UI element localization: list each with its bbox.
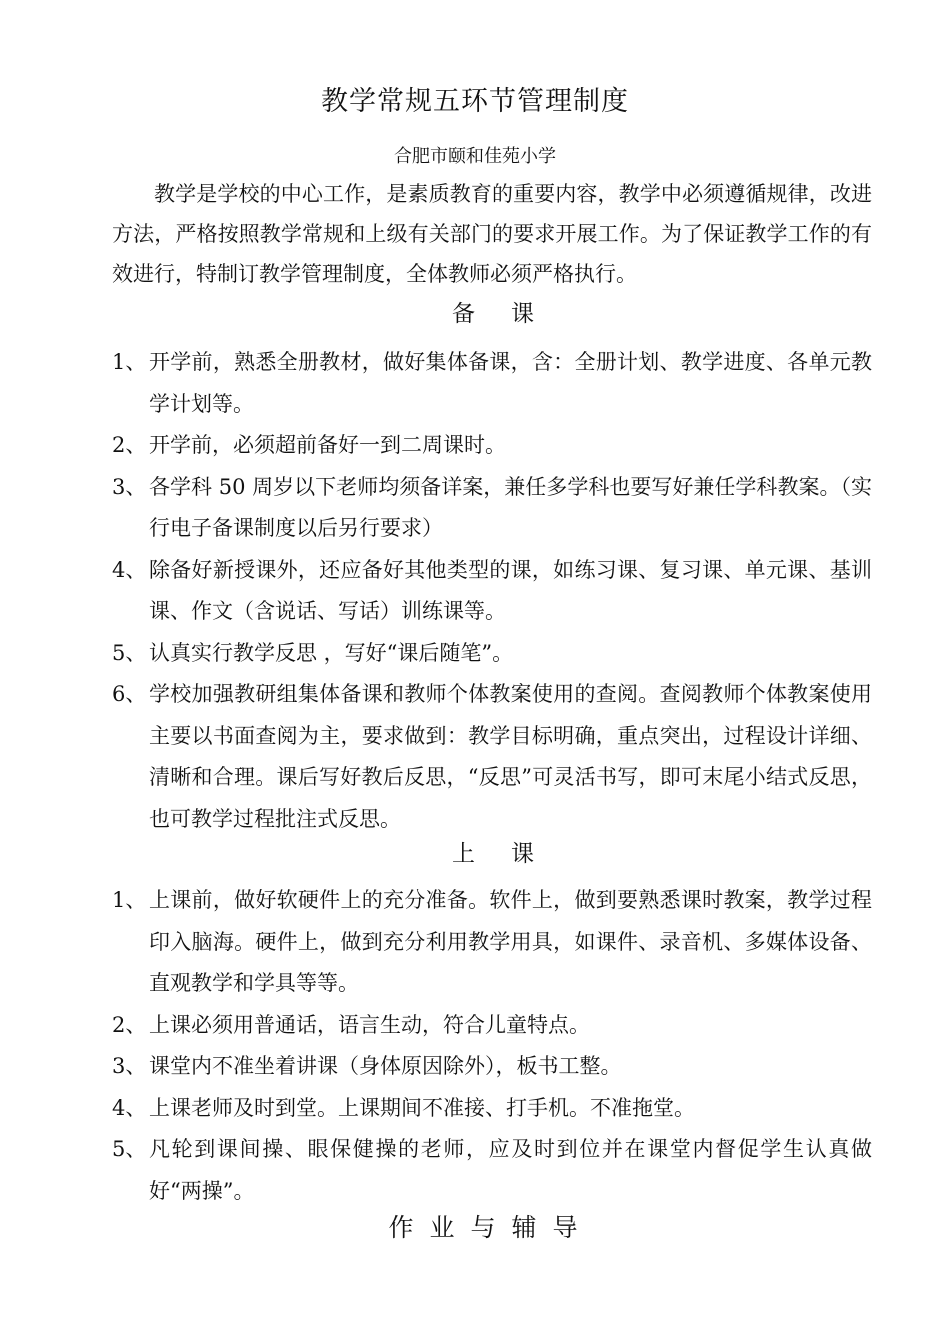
- item-number: 4、: [112, 557, 147, 582]
- item-number: 1、: [112, 350, 147, 374]
- item-text: 除备好新授课外，还应备好其他类型的课，如练习课、复习课、单元课、基训课、作文（含说话、写话）训练课等。: [149, 557, 872, 623]
- list-item: [112, 674, 872, 840]
- lesson-prep-list: [112, 342, 872, 840]
- item-number: 2、: [112, 433, 147, 457]
- item-text: 开学前，必须超前备好一到二周课时。: [149, 433, 506, 457]
- item-number: 2、: [112, 1012, 147, 1037]
- section-heading-homework-tutoring: 作业与辅导: [388, 1213, 594, 1242]
- item-number: 3、: [112, 1054, 147, 1078]
- item-number: 3、: [112, 474, 147, 499]
- intro-paragraph: 教学是学校的中心工作，是素质教育的重要内容，教学中必须遵循规律，改进方法，严格按照教学常规和上级有关部门的要求开展工作。为了保证教学工作的有效进行，特制订教学管理制度，全体教师必须严格执行。: [112, 182, 872, 286]
- item-number: 5、: [112, 640, 147, 665]
- school-name: 合肥市颐和佳苑小学: [394, 146, 556, 167]
- list-item: [112, 1046, 872, 1088]
- item-text: 各学科 50 周岁以下老师均须备详案，兼任多学科也要写好兼任学科教案。（实行电子备课制度以后另行要求）: [149, 474, 872, 540]
- document-title: 教学常规五环节管理制度: [321, 86, 629, 117]
- list-item: [112, 633, 872, 675]
- list-item: [112, 550, 872, 633]
- section-heading-lesson-prep: 备课: [452, 301, 570, 327]
- item-text: 开学前，熟悉全册教材，做好集体备课，含：全册计划、教学进度、各单元教学计划等。: [149, 350, 872, 416]
- item-text: 认真实行教学反思 ，写好“课后随笔”。: [149, 640, 514, 665]
- item-number: 5、: [112, 1137, 147, 1161]
- item-text: 凡轮到课间操、眼保健操的老师，应及时到位并在课堂内督促学生认真做好“两操”。: [149, 1137, 872, 1203]
- list-item: [112, 1088, 872, 1130]
- item-number: 4、: [112, 1095, 147, 1120]
- item-text: 课堂内不准坐着讲课（身体原因除外），板书工整。: [149, 1054, 622, 1078]
- item-number: 6、: [112, 682, 147, 706]
- section-heading-teaching: 上课: [452, 841, 570, 867]
- item-number: 1、: [112, 888, 147, 912]
- item-text: 上课必须用普通话，语言生动，符合儿童特点。: [149, 1012, 590, 1037]
- list-item: [112, 425, 872, 467]
- item-text: 上课老师及时到堂。上课期间不准接、打手机。不准拖堂。: [149, 1095, 695, 1120]
- item-text: 学校加强教研组集体备课和教师个体教案使用的查阅。查阅教师个体教案使用主要以书面查阅为主，要求做到：教学目标明确，重点突出，过程设计详细、清晰和合理。课后写好教后反思，“反思”可灵活书写，即可末尾小结式反思，也可教学过程批注式反思。: [149, 682, 872, 831]
- list-item: [112, 1129, 872, 1212]
- list-item: [112, 467, 872, 550]
- teaching-list: [112, 880, 872, 1212]
- list-item: [112, 342, 872, 425]
- list-item: [112, 880, 872, 1005]
- item-text: 上课前，做好软硬件上的充分准备。软件上，做到要熟悉课时教案，教学过程印入脑海。硬件上，做到充分利用教学用具，如课件、录音机、多媒体设备、直观教学和学具等等。: [149, 888, 872, 995]
- list-item: [112, 1005, 872, 1047]
